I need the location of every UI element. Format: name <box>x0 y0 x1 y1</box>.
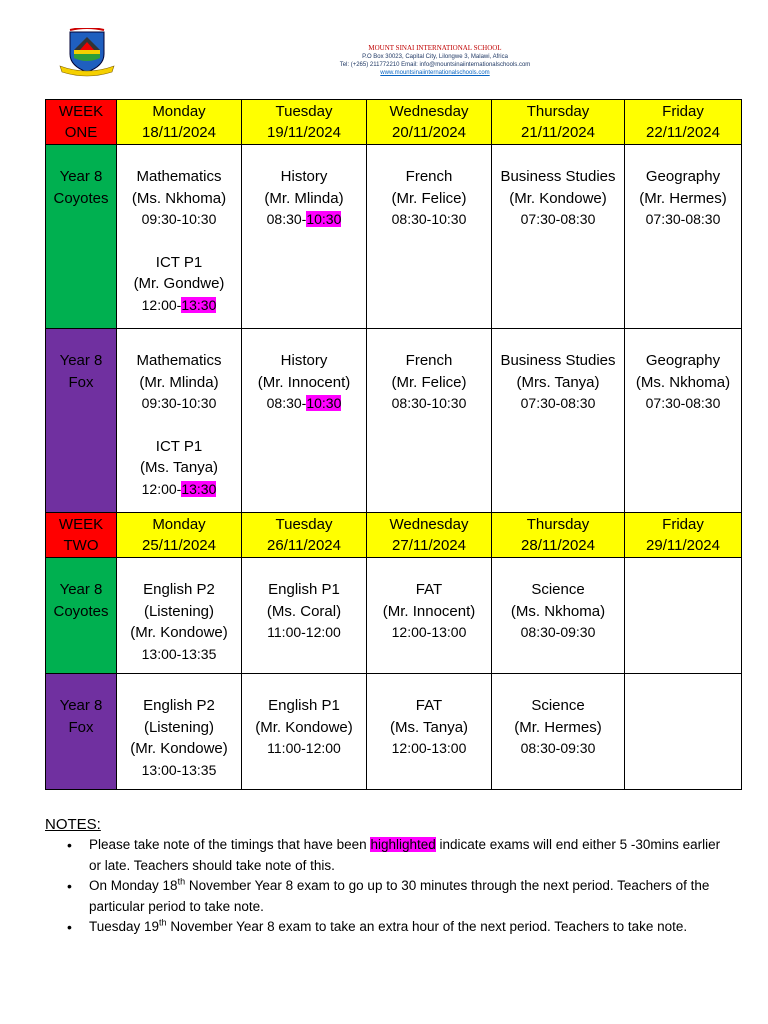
exam-cell: History (Mr. Mlinda) 08:30-10:30 <box>242 145 367 329</box>
school-address: P.O Box 30023, Capital City, Lilongwe 3, Malawi, Africa <box>362 54 508 60</box>
exam-cell: French (Mr. Felice) 08:30-10:30 <box>367 145 492 329</box>
school-logo <box>58 28 116 78</box>
week-two-fox-row <box>46 674 742 790</box>
exam-cell: Science (Ms. Nkhoma) 08:30-09:30 <box>492 558 625 674</box>
highlighted-time: 13:30 <box>181 296 217 313</box>
group-label-fox: Year 8 Fox <box>46 674 117 790</box>
week-two-header-row <box>46 513 742 558</box>
highlighted-time: 10:30 <box>306 395 342 411</box>
empty-cell <box>625 558 742 674</box>
exam-cell: FAT (Ms. Tanya) 12:00-13:00 <box>367 674 492 790</box>
day-header: Tuesday 19/11/2024 <box>242 100 367 145</box>
highlighted-time: 13:30 <box>181 480 217 497</box>
day-header: Wednesday 20/11/2024 <box>367 100 492 145</box>
group-label-fox: Year 8 Fox <box>46 329 117 513</box>
day-header: Thursday 28/11/2024 <box>492 513 625 558</box>
note-item: • Tuesday 19th November Year 8 exam to take an extra hour of the next period. Teachers to take note. <box>89 917 735 938</box>
week-one-fox-row <box>46 329 742 513</box>
day-header: Thursday 21/11/2024 <box>492 100 625 145</box>
group-label-coyotes: Year 8 Coyotes <box>46 145 117 329</box>
exam-cell: English P2 (Listening) (Mr. Kondowe) 13:00-13:35 <box>117 674 242 790</box>
day-header: Friday 29/11/2024 <box>625 513 742 558</box>
notes-section <box>45 815 735 938</box>
day-header: Monday 25/11/2024 <box>117 513 242 558</box>
note-item: • Please take note of the timings that have been highlighted indicate exams will end either 5 -30mins earlier or late. Teachers should take note of this. <box>89 835 735 876</box>
week-two-coyotes-row <box>46 558 742 674</box>
exam-cell: English P2 (Listening) (Mr. Kondowe) 13:00-13:35 <box>117 558 242 674</box>
exam-cell: Mathematics (Ms. Nkhoma) 09:30-10:30 ICT P1 (Mr. Gondwe) 12:00-13:30 <box>117 145 242 329</box>
exam-cell: English P1 (Mr. Kondowe) 11:00-12:00 <box>242 674 367 790</box>
week-one-header-row <box>46 100 742 145</box>
exam-cell: Geography (Ms. Nkhoma) 07:30-08:30 <box>625 329 742 513</box>
day-header: Tuesday 26/11/2024 <box>242 513 367 558</box>
school-website-link[interactable]: www.mountsinaiinternationalschools.com <box>380 70 490 76</box>
exam-cell: French (Mr. Felice) 08:30-10:30 <box>367 329 492 513</box>
school-contact: Tel: (+265) 211772210 Email: info@mountsinaiinternationalschools.com <box>339 62 531 68</box>
notes-title: NOTES: <box>45 816 101 833</box>
exam-cell: History (Mr. Innocent) 08:30-10:30 <box>242 329 367 513</box>
week-one-label: WEEK ONE <box>46 100 117 145</box>
highlighted-word: highlighted <box>370 837 436 852</box>
exam-cell: Mathematics (Mr. Mlinda) 09:30-10:30 ICT P1 (Ms. Tanya) 12:00-13:30 <box>117 329 242 513</box>
day-header: Wednesday 27/11/2024 <box>367 513 492 558</box>
school-header <box>150 44 720 77</box>
exam-timetable <box>45 99 742 790</box>
exam-cell: Science (Mr. Hermes) 08:30-09:30 <box>492 674 625 790</box>
day-header: Monday 18/11/2024 <box>117 100 242 145</box>
note-item: • On Monday 18th November Year 8 exam to go up to 30 minutes through the next period. Teachers of the particular period to take note. <box>89 876 735 917</box>
exam-cell: English P1 (Ms. Coral) 11:00-12:00 <box>242 558 367 674</box>
highlighted-time: 10:30 <box>306 211 342 227</box>
notes-list <box>45 835 735 938</box>
exam-cell: FAT (Mr. Innocent) 12:00-13:00 <box>367 558 492 674</box>
group-label-coyotes: Year 8 Coyotes <box>46 558 117 674</box>
empty-cell <box>625 674 742 790</box>
day-header: Friday 22/11/2024 <box>625 100 742 145</box>
week-one-coyotes-row <box>46 145 742 329</box>
exam-cell: Business Studies (Mrs. Tanya) 07:30-08:30 <box>492 329 625 513</box>
exam-cell: Geography (Mr. Hermes) 07:30-08:30 <box>625 145 742 329</box>
week-two-label: WEEK TWO <box>46 513 117 558</box>
exam-cell: Business Studies (Mr. Kondowe) 07:30-08:30 <box>492 145 625 329</box>
school-name: MOUNT SINAI INTERNATIONAL SCHOOL <box>368 44 502 52</box>
